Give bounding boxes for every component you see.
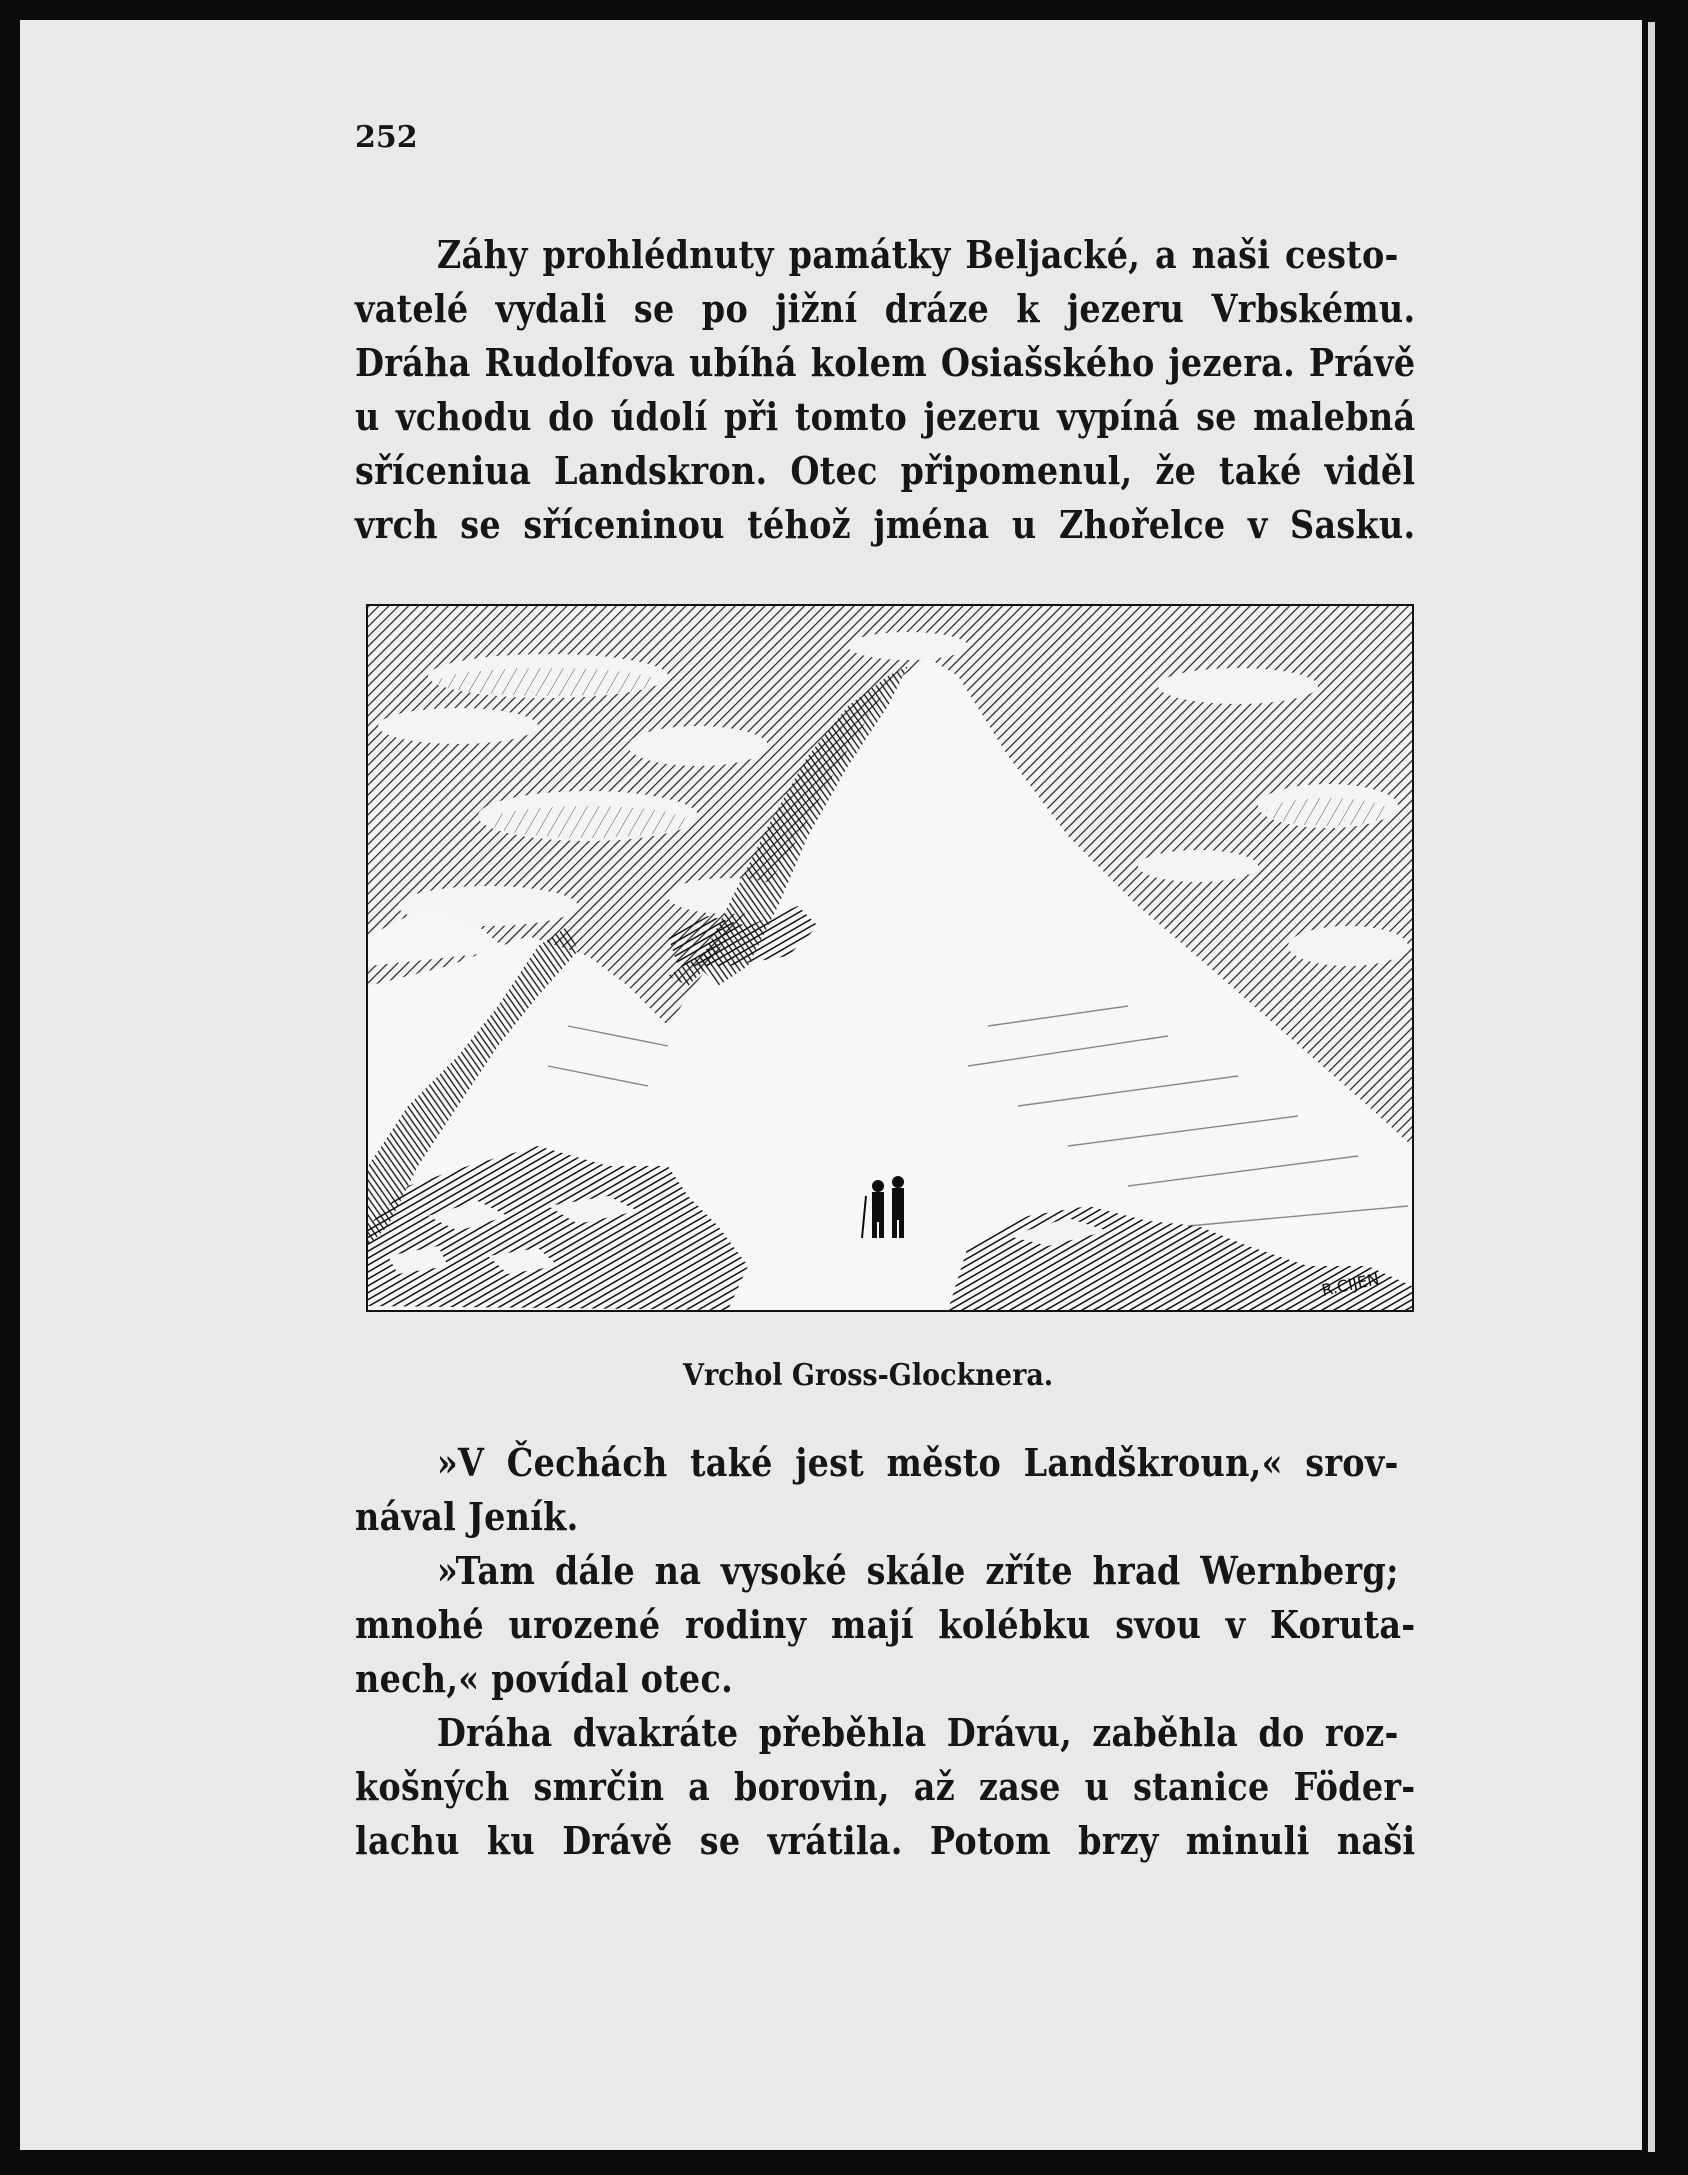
figure-caption: Vrchol Gross-Glocknera. xyxy=(683,1358,1054,1393)
paragraph-2-line-1: »V Čechách také jest město Landškroun,« srov- xyxy=(436,1440,1399,1485)
paragraph-1-line-1: Záhy prohlédnuty památky Beljacké, a naši cesto- xyxy=(436,232,1399,277)
next-page-edge xyxy=(1648,22,1655,2152)
paragraph-4-line-3: lachu ku Drávě se vrátila. Potom brzy minuli naši xyxy=(355,1818,1416,1863)
paragraph-2-line-2: nával Jeník. xyxy=(355,1494,579,1539)
engraver-signature: R.CIJEN xyxy=(1319,1269,1381,1300)
paragraph-3-line-3: nech,« povídal otec. xyxy=(355,1656,733,1701)
paragraph-1-line-3: Dráha Rudolfova ubíhá kolem Osiašského jezera. Právě xyxy=(355,340,1416,385)
paragraph-1-line-5: sříceniua Landskron. Otec připomenul, že také viděl xyxy=(355,448,1416,493)
paragraph-3-line-1: »Tam dále na vysoké skále zříte hrad Wernberg; xyxy=(436,1548,1399,1593)
illustration-gross-glockner xyxy=(366,604,1414,1312)
paragraph-4-line-1: Dráha dvakráte přeběhla Drávu, zaběhla do roz- xyxy=(436,1710,1399,1755)
page-number: 252 xyxy=(355,120,418,155)
paragraph-4-line-2: košných smrčin a borovin, až zase u stanice Föder- xyxy=(355,1764,1416,1809)
mountain-engraving xyxy=(368,606,1412,1310)
paragraph-3-line-2: mnohé urozené rodiny mají kolébku svou v Koruta- xyxy=(355,1602,1416,1647)
paragraph-1-line-4: u vchodu do údolí při tomto jezeru vypíná se malebná xyxy=(355,394,1416,439)
paragraph-1-line-2: vatelé vydali se po jižní dráze k jezeru Vrbskému. xyxy=(355,286,1416,331)
paragraph-1-line-6: vrch se sříceninou téhož jména u Zhořelce v Sasku. xyxy=(355,502,1416,547)
